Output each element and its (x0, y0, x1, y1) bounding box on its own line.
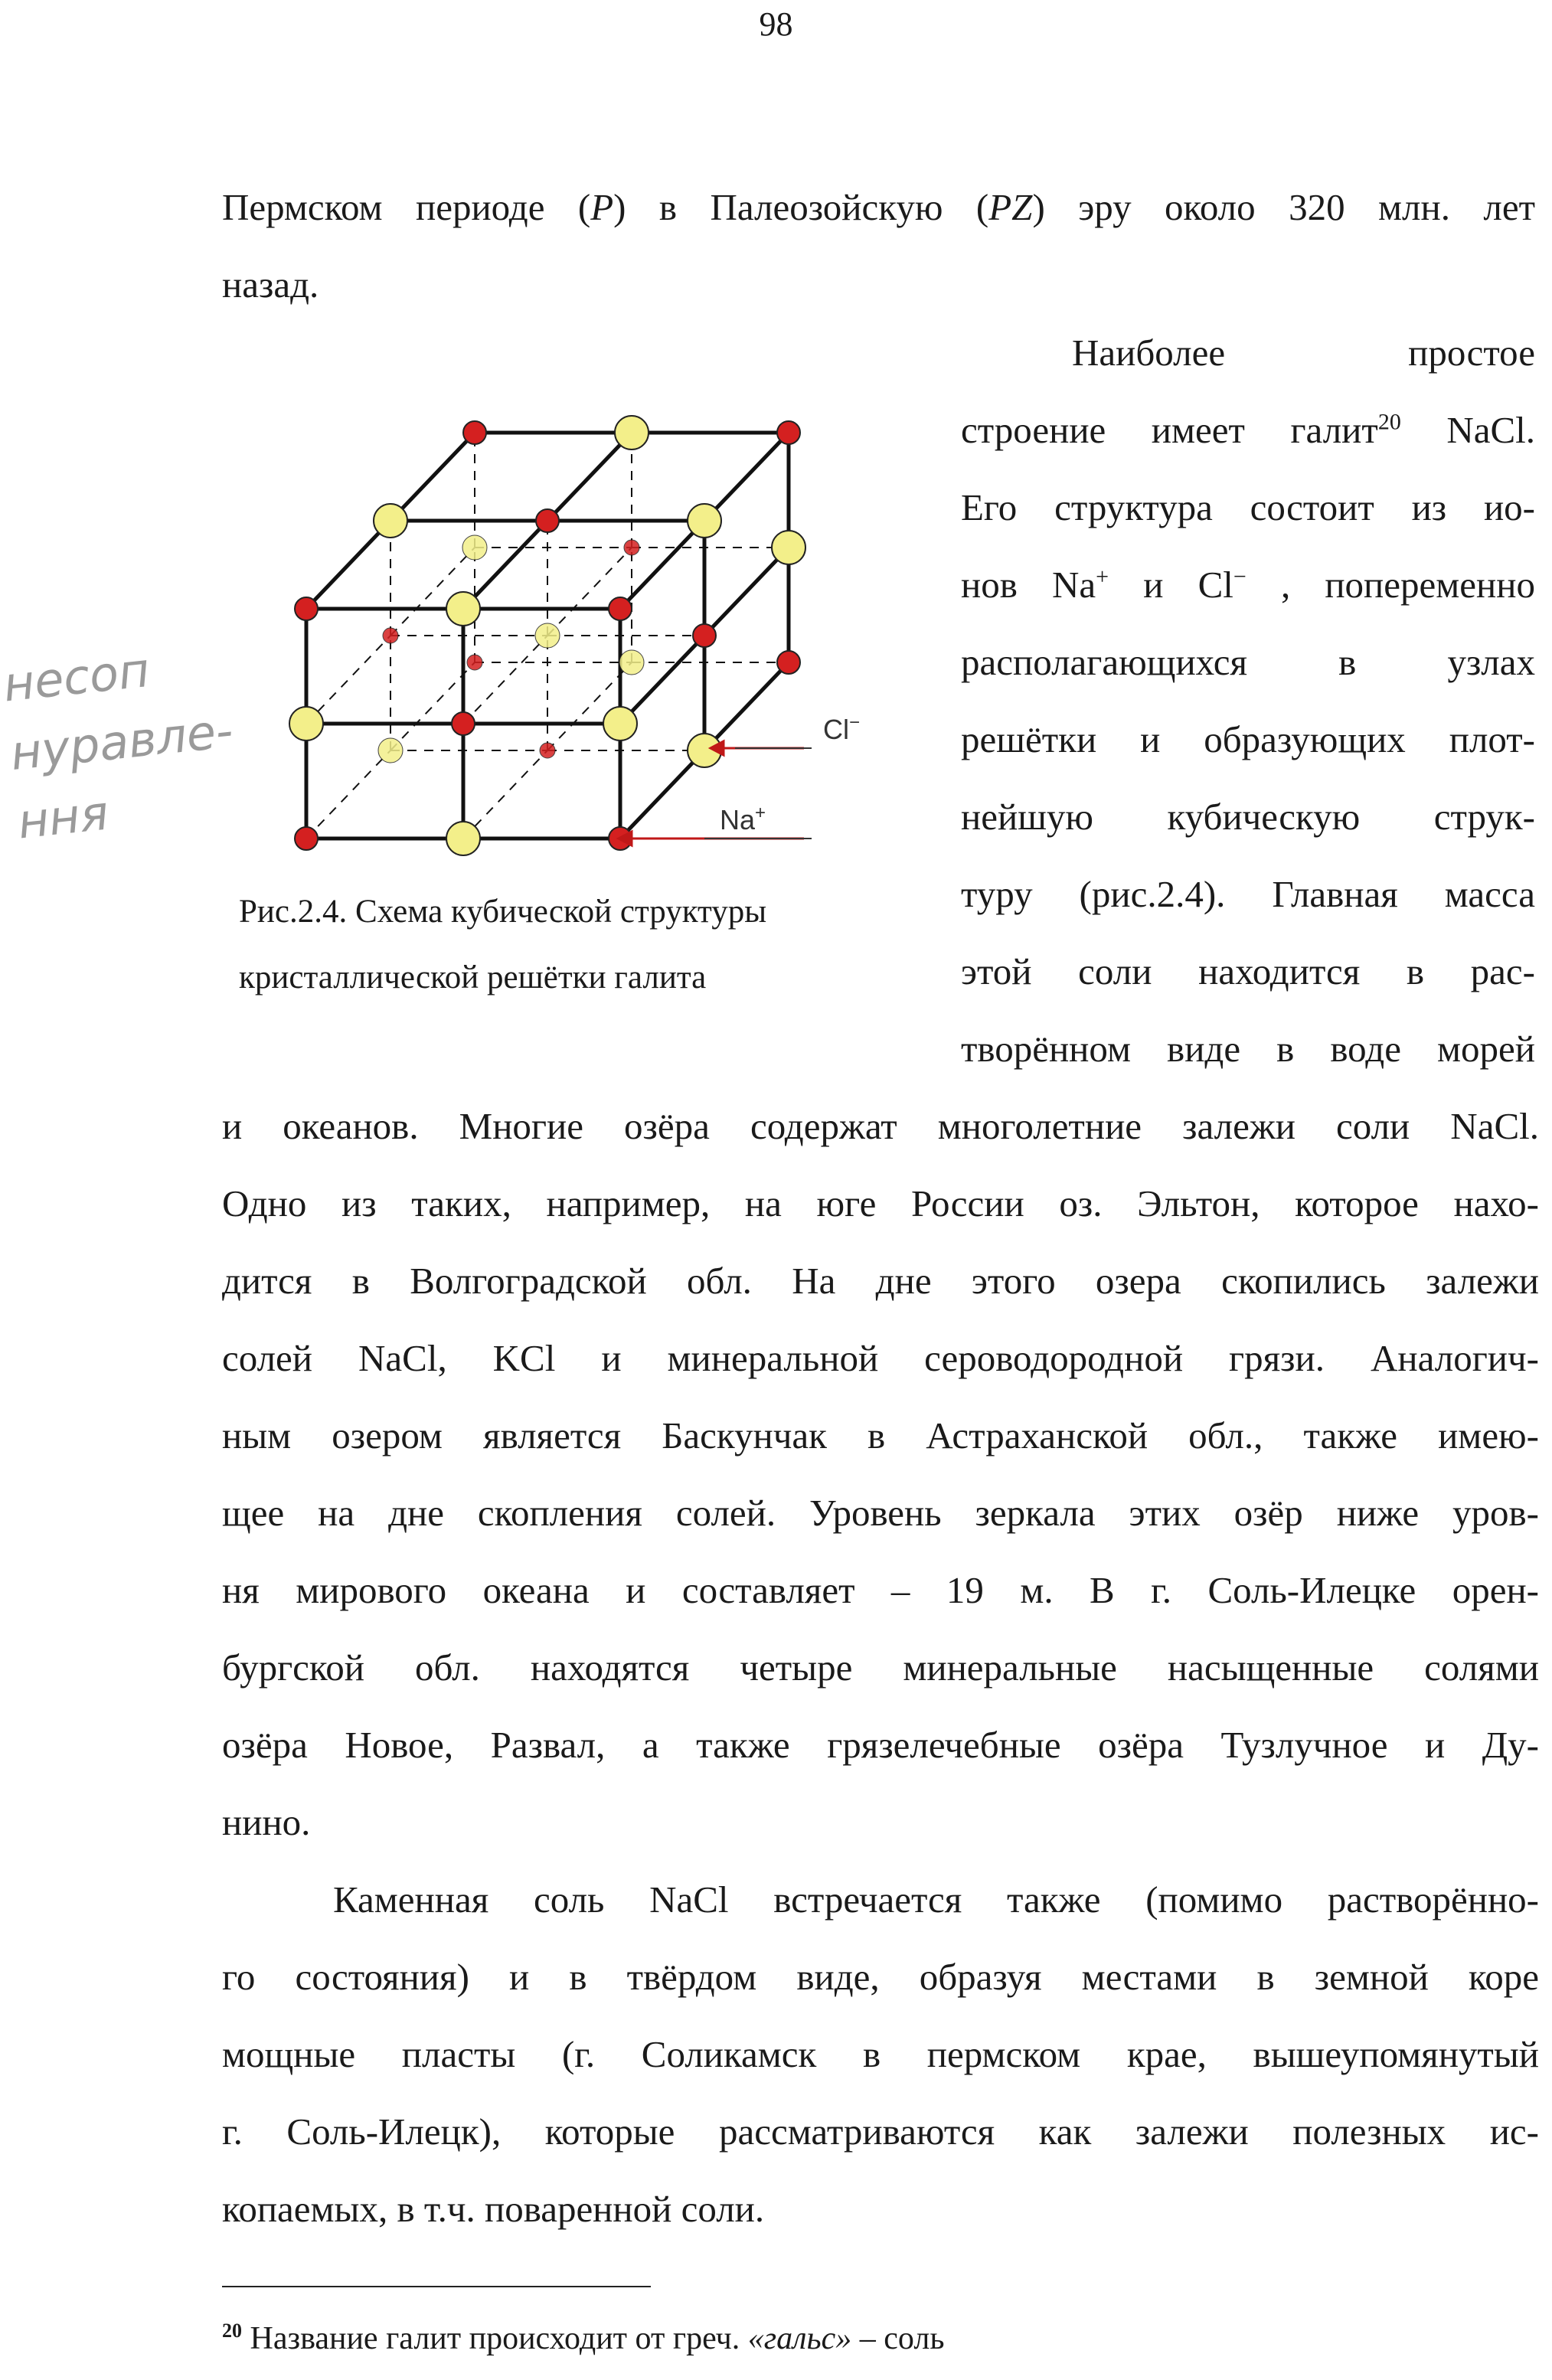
right-line-2: строение имеет галит$^{20}$ NaCl. (961, 409, 1535, 451)
lattice-edge (620, 750, 704, 839)
lattice-edge (390, 433, 475, 521)
footnote-divider (222, 2286, 651, 2287)
na-ion (452, 712, 475, 735)
intro-text (222, 168, 1535, 323)
footnote: $^{20}$ Название галит происходит от греч. «гальс» – соль (222, 2320, 945, 2356)
para1-line-6: щее на дне скопления солей. Уровень зеркала этих озёр ниже уров- (222, 1492, 1539, 1534)
para2-line-5: копаемых, в т.ч. поваренной соли. (222, 2188, 765, 2230)
na-ion (609, 597, 632, 620)
cl-ion (374, 504, 407, 538)
para2-line-1: Каменная соль NaCl встречается также (помимо растворённо- (333, 1878, 1539, 1921)
na-ion (536, 509, 559, 532)
label-na: Na+ (720, 803, 766, 835)
para1-line-1: и океанов. Многие озёра содержат многолетние залежи соли NaCl. (222, 1105, 1539, 1147)
lattice-edge (620, 521, 704, 609)
lattice-edge (463, 521, 547, 609)
para2-line-2: го состояния) и в твёрдом виде, образуя местами в земной коре (222, 1956, 1539, 1998)
para1-line-9: озёра Новое, Развал, а также грязелечебные озёра Тузлучное и Ду- (222, 1724, 1539, 1766)
page-number: 98 (759, 5, 793, 43)
lattice-edge (704, 433, 789, 521)
na-ion (383, 628, 398, 643)
para1-line-10: нино. (222, 1801, 311, 1843)
cl-ion (688, 504, 721, 538)
cl-ion (378, 738, 403, 763)
right-line-9: этой соли находится в рас- (961, 950, 1535, 992)
cl-ion (619, 650, 644, 675)
para1-line-7: ня мирового океана и составляет – 19 м. В г. Соль-Илецке орен- (222, 1569, 1539, 1611)
para1-line-5: ным озером является Баскунчак в Астраханской обл., также имею- (222, 1414, 1539, 1456)
right-line-7: нейшую кубическую струк- (961, 796, 1535, 838)
lattice-edge (704, 548, 789, 636)
cl-ion (603, 707, 637, 740)
na-ion (463, 421, 486, 444)
right-column-text (961, 314, 1535, 1087)
right-line-1: Наиболее простое (1072, 332, 1535, 374)
cl-ion (615, 416, 649, 450)
figure-caption (239, 879, 928, 1011)
na-ion (295, 597, 318, 620)
cl-ion (535, 623, 560, 648)
cl-ion (446, 822, 480, 855)
lattice-edge (306, 750, 390, 839)
para1-line-4: солей NaCl, KCl и минеральной сероводородной грязи. Аналогич- (222, 1337, 1539, 1379)
cl-ion (446, 592, 480, 626)
lattice-drawing (276, 348, 861, 892)
right-line-3: Его структура состоит из ио- (961, 486, 1535, 528)
lattice-edge (620, 636, 704, 724)
na-ion (777, 421, 800, 444)
para1-line-8: бургской обл. находятся четыре минеральные насыщенные солями (222, 1646, 1539, 1689)
na-ion (693, 624, 716, 647)
para1-line-2: Одно из таких, например, на юге России оз. Эльтон, которое нахо- (222, 1182, 1539, 1224)
label-cl: Cl− (823, 712, 861, 745)
caption-line-1: Рис.2.4. Схема кубической структуры (239, 894, 767, 930)
para1-line-3: дится в Волгоградской обл. На дне этого озера скопились залежи (222, 1260, 1539, 1302)
right-line-10: творённом виде в воде морей (961, 1028, 1535, 1070)
intro-line-2: назад. (222, 263, 319, 306)
na-ion (295, 827, 318, 850)
para2-line-3: мощные пласты (г. Соликамск в пермском крае, вышеупомянутый (222, 2033, 1539, 2075)
footnote-term: «гальс» (747, 2321, 852, 2356)
right-line-5: располагающихся в узлах (961, 641, 1535, 683)
intro-line-1: Пермском периоде (P) в Палеозойскую (PZ) эру около 320 млн. лет (222, 186, 1535, 228)
right-line-8: туру (рис.2.4). Главная масса (961, 873, 1535, 915)
na-ion (624, 540, 639, 555)
main-text (222, 1087, 1539, 2248)
lattice-edge (547, 433, 632, 521)
right-line-6: решётки и образующих плот- (961, 718, 1535, 760)
na-ion (467, 655, 482, 670)
caption-line-2: кристаллической решётки галита (239, 960, 707, 995)
nacl-lattice-figure (276, 348, 861, 892)
lattice-edge (463, 636, 547, 724)
handwritten-margin-note: несоп нуравле- ння (0, 641, 236, 850)
cl-ion (289, 707, 323, 740)
lattice-edge (306, 636, 390, 724)
na-ion (777, 651, 800, 674)
cl-ion (772, 531, 805, 564)
lattice-edge (463, 750, 547, 839)
right-line-4: нов Na+ и Cl− , попеременно (961, 564, 1535, 606)
lattice-edge (704, 662, 789, 750)
cl-ion (462, 535, 487, 560)
footnote-ref: 20 (1377, 409, 1401, 435)
para2-line-4: г. Соль-Илецк), которые рассматриваются как залежи полезных ис- (222, 2110, 1539, 2153)
lattice-edge (306, 521, 390, 609)
na-ion (540, 743, 555, 758)
